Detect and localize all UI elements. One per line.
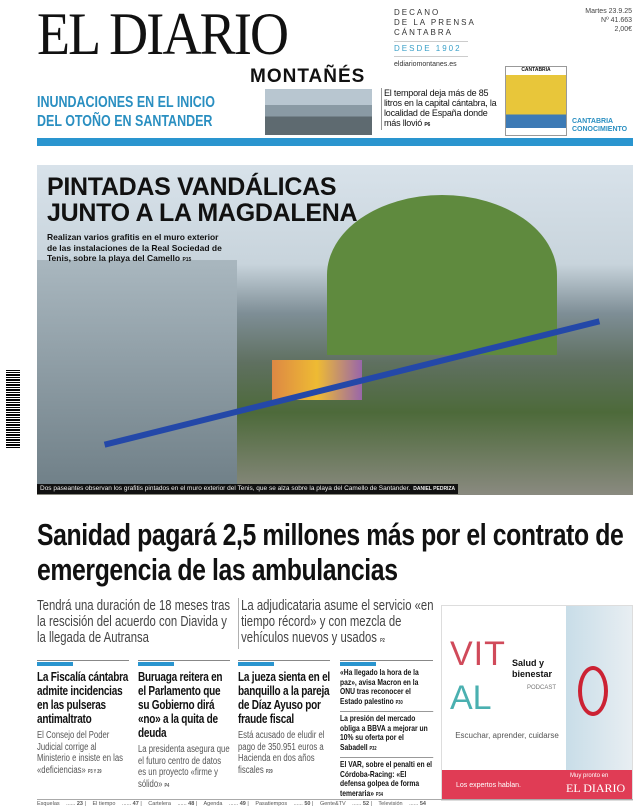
supplement-cover: [505, 66, 567, 136]
index-name: El tiempo: [92, 801, 116, 807]
index-item: Agenda ...... 49 |: [203, 801, 249, 807]
column-story: [138, 660, 230, 792]
index-page: 23: [76, 801, 83, 807]
brief-item: [340, 668, 433, 712]
ad-logo-top: VIT: [450, 635, 506, 673]
ad-tagline: Escuchar, aprender, cuidarse: [455, 731, 559, 740]
column-text: [37, 730, 129, 778]
page-ref: P4: [164, 782, 170, 789]
index-item: Televisión ...... 54: [378, 801, 426, 807]
tag-bar: [138, 662, 174, 666]
section-index: [37, 799, 633, 808]
headline-line: PINTADAS VANDÁLICAS: [47, 173, 337, 201]
barcode: [6, 370, 20, 448]
flood-text: [381, 88, 501, 130]
tag-bar: [37, 662, 73, 666]
flood-line: DEL OTOÑO EN SANTANDER: [37, 113, 213, 130]
tagline-line: CÁNTABRA: [394, 28, 453, 37]
index-page: 52: [362, 801, 370, 807]
column-story: [238, 660, 330, 778]
index-name: Cartelera: [148, 801, 171, 807]
ad-logo-bottom: AL: [450, 679, 492, 717]
date: Martes 23.9.25: [585, 8, 632, 15]
flood-line: INUNDACIONES EN EL INICIO: [37, 94, 215, 111]
text: El Consejo del Poder Judicial corrige al Ministerio e insiste en las «deficiencias»: [37, 730, 124, 776]
column-headline: La Fiscalía cántabra admite incidencias en las pulseras antimaltrato: [37, 669, 129, 726]
issue-number: Nº 41.663: [601, 17, 632, 24]
lead-sub-1: Tendrá una duración de 18 meses tras la rescisión del acuerdo con Diavida y la llegada de Autransa: [37, 598, 231, 646]
lead-headline: Sanidad pagará 2,5 millones más por el contrato de emergencia de las ambulancias: [37, 517, 624, 587]
sea: [37, 260, 237, 490]
index-page: 47: [132, 801, 139, 807]
index-name: Televisión: [378, 801, 403, 807]
brief-item: [340, 760, 433, 803]
tag-bar: [238, 662, 274, 666]
issue-info: [585, 7, 632, 34]
column-headline: Buruaga reitera en el Parlamento que su Gobierno dirá «no» a la quita de deuda: [138, 669, 223, 740]
index-name: Agenda: [203, 801, 223, 807]
supplement-label: [572, 118, 627, 134]
ad-banner: [442, 770, 632, 800]
photo-credit: DANIEL PEDRIZA: [413, 486, 456, 492]
index-page: 48: [188, 801, 195, 807]
text: La presión del mercado obliga a BBVA a mejorar un 10% su oferta por el Sabadell: [340, 713, 428, 752]
lead-sub-2: [238, 598, 438, 649]
index-page: 54: [419, 801, 426, 807]
masthead-title: EL DIARIO: [37, 1, 288, 67]
column-text: [238, 730, 330, 778]
since: DESDE 1902: [394, 41, 468, 57]
tagline-line: DECANO: [394, 8, 441, 17]
text: El VAR, sobre el penalti en el Córdoba-Racing: «El defensa golpea de forma temeraria»: [340, 759, 433, 798]
text: La presidenta asegura que el futuro centro de datos es un proyecto «firme y sólido»: [138, 744, 230, 790]
ad-title: Salud y bienestar: [512, 658, 553, 679]
page-ref: P30: [395, 699, 403, 706]
cover-title: CANTABRIA: [521, 67, 551, 73]
ad-brand: EL DIARIO: [566, 781, 626, 795]
text: Está acusado de eludir el pago de 350.951 euros a Hacienda en dos años fiscales: [238, 730, 325, 776]
page-ref: P34: [375, 791, 383, 798]
index-item: Gente&TV ...... 52 |: [319, 801, 372, 807]
index-page: 49: [239, 801, 246, 807]
podcast-ad[interactable]: [441, 605, 633, 801]
index-item: Cartelera ...... 48 |: [148, 801, 198, 807]
page-ref: P3 Y 29: [87, 768, 102, 775]
flood-text-body: El temporal deja más de 85 litros en la capital cántabra, la localidad de España donde más llovió: [384, 88, 497, 128]
index-item: El tiempo ...... 47 |: [92, 801, 142, 807]
page-ref: P32: [369, 745, 377, 752]
ad-slogan: Los expertos hablan.: [456, 782, 521, 789]
tagline: [394, 8, 476, 38]
flood-photo: [265, 89, 372, 135]
ad-soon: Muy pronto en: [570, 773, 609, 779]
text: «Ha llegado la hora de la paz», avisa Macron en la ONU tras reconocer el Estado palestino: [340, 667, 419, 706]
index-name: Esquelas: [37, 801, 60, 807]
photo-headline: [47, 174, 357, 226]
column-text: [138, 744, 230, 792]
subhead-text: Realizan varios grafitis en el muro exterior de las instalaciones de la Real Sociedad de Tenis, sobre la playa del Camello: [47, 232, 222, 263]
ad-podcast: PODCAST: [527, 685, 557, 691]
stethoscope-icon: [578, 666, 608, 716]
photo-subhead: [47, 232, 227, 266]
headline-line: JUNTO A LA MAGDALENA: [47, 199, 358, 227]
sub2-text: La adjudicataria asume el servicio «en tiempo récord» y con mezcla de vehículos nuevos y usados: [241, 598, 434, 646]
masthead-subtitle: MONTAÑÉS: [250, 66, 366, 87]
index-name: Gente&TV: [319, 801, 346, 807]
supplement-line: CONOCIMIENTO: [572, 126, 628, 133]
brief-item: [340, 714, 433, 758]
page-ref: P29: [265, 768, 273, 775]
column-story: [37, 660, 129, 778]
doctor-photo: [566, 606, 632, 770]
briefs: [340, 660, 433, 803]
page-ref: P15: [182, 257, 192, 263]
flood-headline: [37, 93, 215, 131]
index-page: 50: [304, 801, 311, 807]
website: eldiariomontanes.es: [394, 61, 457, 68]
hill: [327, 195, 557, 355]
index-item: Esquelas ...... 23 |: [37, 801, 86, 807]
index-name: Pasatiempos: [255, 801, 288, 807]
tag-bar: [340, 662, 376, 666]
supplement-line: CANTABRIA: [572, 118, 614, 125]
caption-text: Dos paseantes observan los grafitis pintados en el muro exterior del Tenis, que se alza sobre la playa del Camello de Santander.: [40, 485, 411, 492]
index-item: Pasatiempos ...... 50 |: [255, 801, 314, 807]
column-headline: La jueza sienta en el banquillo a la pareja de Díaz Ayuso por fraude fiscal: [238, 669, 330, 726]
page-ref: P2: [380, 638, 385, 644]
page-ref: P6: [424, 122, 431, 128]
tagline-line: DE LA PRENSA: [394, 18, 476, 27]
divider-bar: [37, 138, 633, 146]
price: 2,00€: [614, 26, 632, 33]
photo-caption: [37, 484, 458, 494]
